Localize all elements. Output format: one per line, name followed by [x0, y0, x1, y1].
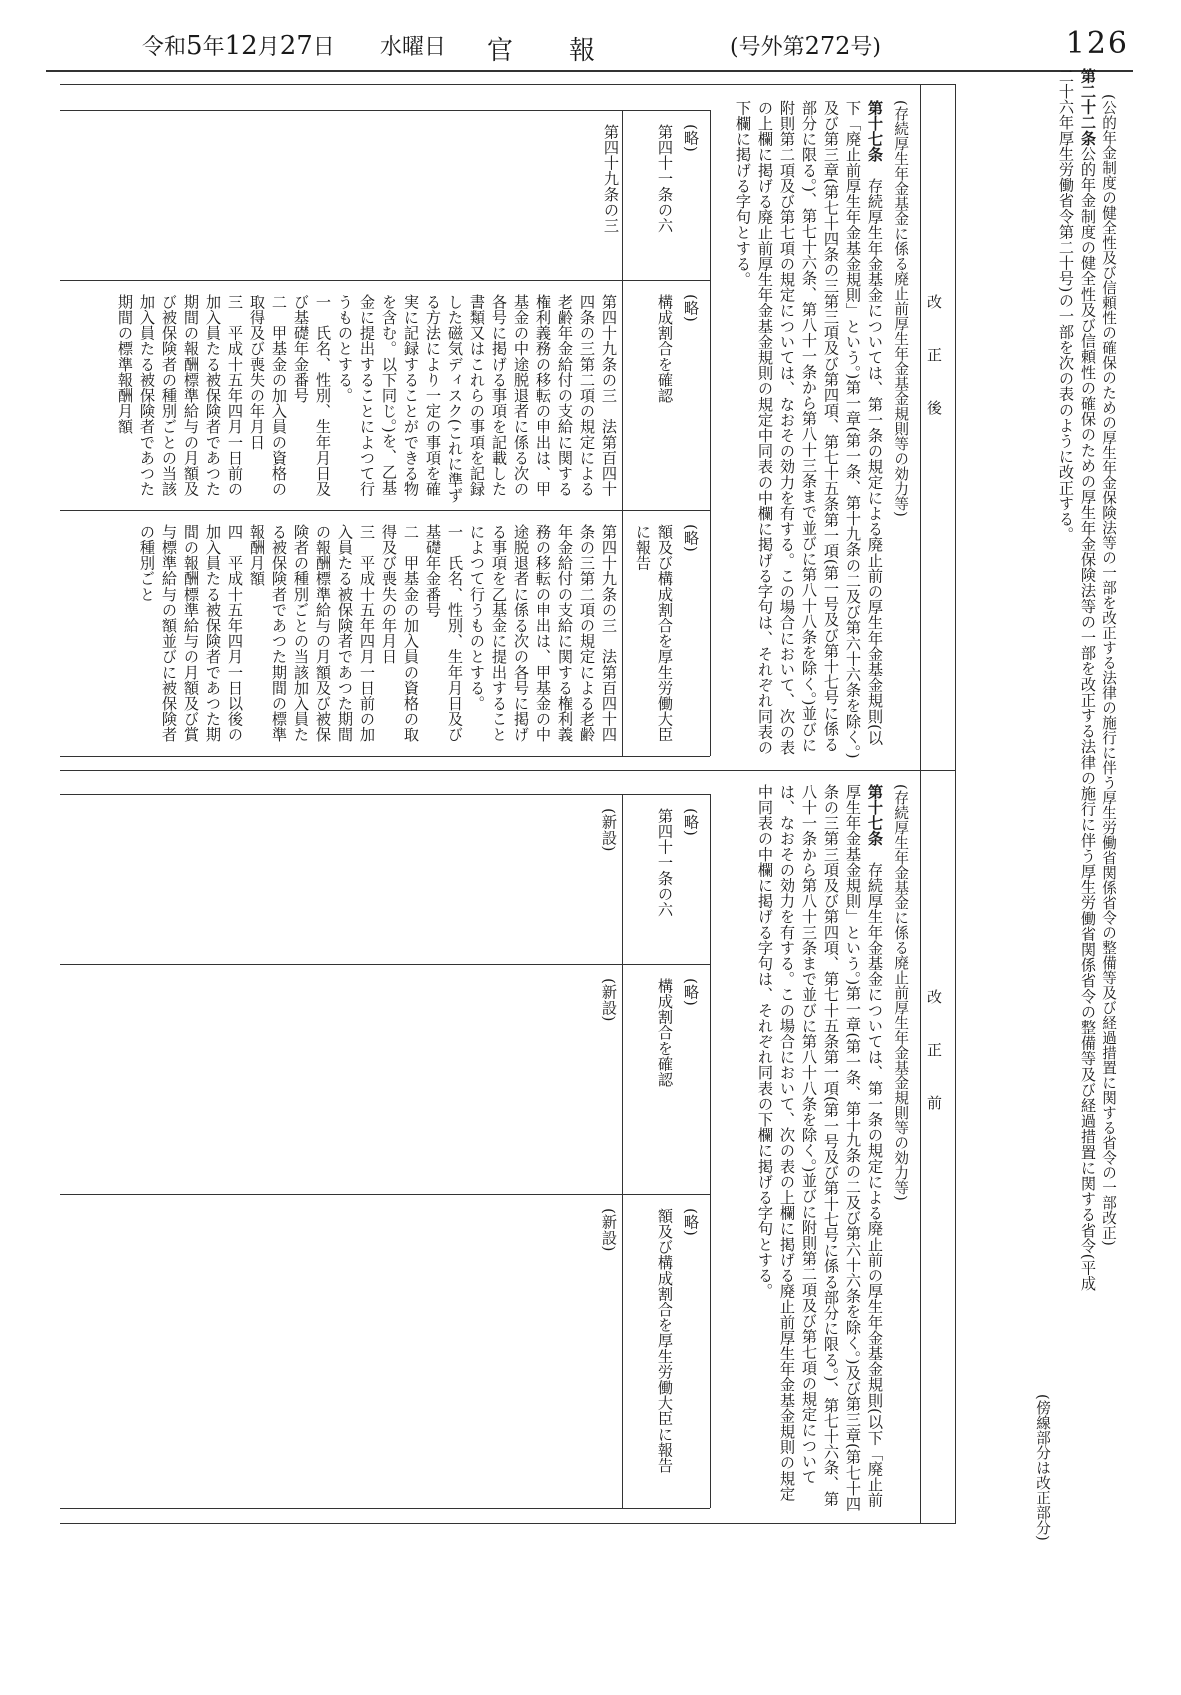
header-divider	[46, 70, 1133, 72]
heading-before: 改正前	[925, 989, 943, 1148]
after-row1-bottom	[622, 756, 710, 757]
after-row2-new-text: 第四十九条の三 法第百四十四条の三第二項の規定による老齢年金給付の支給に関する権利義務の移転の申出は、甲基金の中途脱退者に係る次の各号に掲げる事項を乙基金に提出することによつて行うものとする。 一 氏名、性別、生年月日及び基礎年金番号 二 甲基金の加入員の資格の取得及び喪失の年月日 三 平成十五年四月一日前の加入員たる被保険者であつた期間の報酬標準給与の月額及び被保険者の種別ごとの当該加入員たる被保険者であつた期間の標準報酬月額 四 平成十五年四月一日以後の加入員たる被保険者であつた期間の報酬標準給与の月額及び賞与標準給与の額並びに被保険者の種別ごと	[138, 524, 618, 743]
after-row2-old-text: 第四十九条の三 法第百四十四条の三第二項の規定による老齢年金給付の支給に関する権利義務の移転の申出は、甲基金の中途脱退者に係る次の各号に掲げる事項を記載した書類又はこれらの事項を記録した磁気ディスク(これに準ずる方法により一定の事項を確実に記録することができる物を含む。以下同じ。)を、乙基金に提出することによつて行うものとする。 一 氏名、性別、生年月日及び基礎年金番号 二 甲基金の加入員の資格の取得及び喪失の年月日 三 平成十五年四月一日前の加入員たる被保険者であつた期間の報酬標準給与の月額及び被保険者の種別ごとの当該加入員たる被保険者であつた期間の標準報酬月額	[116, 294, 618, 504]
before-new-3: (新設)	[600, 1208, 618, 1252]
heading-after: 改正後	[925, 294, 943, 453]
preamble-caption: (公的年金制度の健全性及び信頼性の確保のための厚生年金保険法等の一部を改正する法律の施行に伴う厚生労働省関係省令の整備等及び経過措置に関する省令の一部改正)	[1100, 94, 1117, 1247]
before-table-bottom	[60, 1508, 710, 1509]
before-omit-1: (略)	[682, 808, 700, 837]
before-omit-3: (略)	[682, 1208, 700, 1237]
after-article-body: 存続厚生年金基金については、第一条の規定による廃止前の厚生年金基金規則(以下「廃止前厚生年金基金規則」という。)第一章(第一条、第十九条の二及び第六十六条を除く。)及び第三章(第七十四条の三第三項及び第四項、第七十五条第一項(第一号及び第十七号に係る部分に限る。)、第七十六条、第八十一条から第八十三条まで並びに第八十八条を除く。)並びに附則第二項及び第七項の規定については、なおその効力を有する。この場合において、次の表の上欄に掲げる廃止前厚生年金基金規則の規定中同表の中欄に掲げる字句は、それぞれ同表の下欄に掲げる字句とする。	[734, 100, 884, 759]
after-row1-provision: 第四十一条の六	[656, 124, 674, 234]
section-divider	[60, 770, 955, 771]
before-article	[714, 784, 886, 1514]
after-omit-3: (略)	[682, 524, 700, 553]
before-table-top	[60, 794, 710, 795]
after-row1-old-text: 構成割合を確認	[656, 294, 674, 404]
before-table-col-divider-2	[60, 1194, 710, 1195]
after-omit-1: (略)	[682, 124, 700, 153]
before-row1-provision: 第四十一条の六	[656, 808, 674, 918]
before-article-label: 第十七条	[866, 784, 884, 847]
after-caption: (存続厚生年金基金に係る廃止前厚生年金基金規則等の効力等)	[892, 100, 910, 518]
issue-weekday: 水曜日	[380, 35, 447, 60]
after-table-right	[710, 110, 711, 756]
before-new-1: (新設)	[600, 808, 618, 852]
after-table-bottom	[60, 756, 710, 757]
after-row2-provision: 第四十九条の三	[602, 124, 620, 234]
issue-number: (号外第272号)	[730, 32, 881, 60]
before-row1-old-text: 構成割合を確認	[656, 978, 674, 1088]
before-table-row-divider	[622, 794, 623, 1508]
before-table-right	[710, 794, 711, 1508]
after-article-label: 第十七条	[866, 100, 884, 163]
after-table-col-divider-1	[60, 280, 710, 281]
after-table-top	[60, 110, 710, 111]
after-row1-new-text: 額及び構成割合を厚生労働大臣に報告	[634, 524, 674, 743]
before-omit-2: (略)	[682, 978, 700, 1007]
before-table-col-divider-1	[60, 964, 710, 965]
before-caption: (存続厚生年金基金に係る廃止前厚生年金基金規則等の効力等)	[892, 784, 910, 1202]
after-article	[714, 100, 886, 760]
gazette-title: 官報	[487, 36, 652, 66]
issue-date: 令和5年12月27日	[142, 31, 335, 61]
before-new-2: (新設)	[600, 978, 618, 1022]
gazette-page	[40, 14, 1133, 1594]
after-table-row-divider	[622, 110, 623, 756]
amendment-note: (傍線部分は改正部分)	[1034, 1394, 1051, 1542]
before-row1-new-text: 額及び構成割合を厚生労働大臣に報告	[656, 1208, 674, 1474]
page-number: 126	[1065, 26, 1129, 61]
after-omit-2: (略)	[682, 294, 700, 323]
after-table-col-divider-2	[60, 510, 710, 511]
preamble-article	[1055, 68, 1099, 1298]
before-article-body: 存続厚生年金基金については、第一条の規定による廃止前の厚生年金基金規則(以下「廃止前厚生年金基金規則」という。)第一章(第一条、第十九条の二及び第六十六条を除く。)及び第三章(第七十四条の三第三項及び第四項、第七十五条第一項(第一号及び第十七号に係る部分に限る。)、第七十六条、第八十一条から第八十三条まで並びに第八十八条を除く。)並びに附則第二項及び第七項の規定については、なおその効力を有する。この場合において、次の表の上欄に掲げる廃止前厚生年金基金規則の規定中同表の中欄に掲げる字句は、それぞれ同表の下欄に掲げる字句とする。	[756, 784, 884, 1512]
heading-column-divider	[920, 84, 921, 1524]
preamble-article-text: 公的年金制度の健全性及び信頼性の確保のための厚生年金保険法等の一部を改正する法律の施行に伴う厚生労働省関係省令の整備等及び経過措置に関する省令(平成二十六年厚生労働省令第二十号)の一部を次の表のように改正する。	[1057, 68, 1097, 1292]
preamble-article-label: 第二十二条	[1079, 68, 1097, 146]
